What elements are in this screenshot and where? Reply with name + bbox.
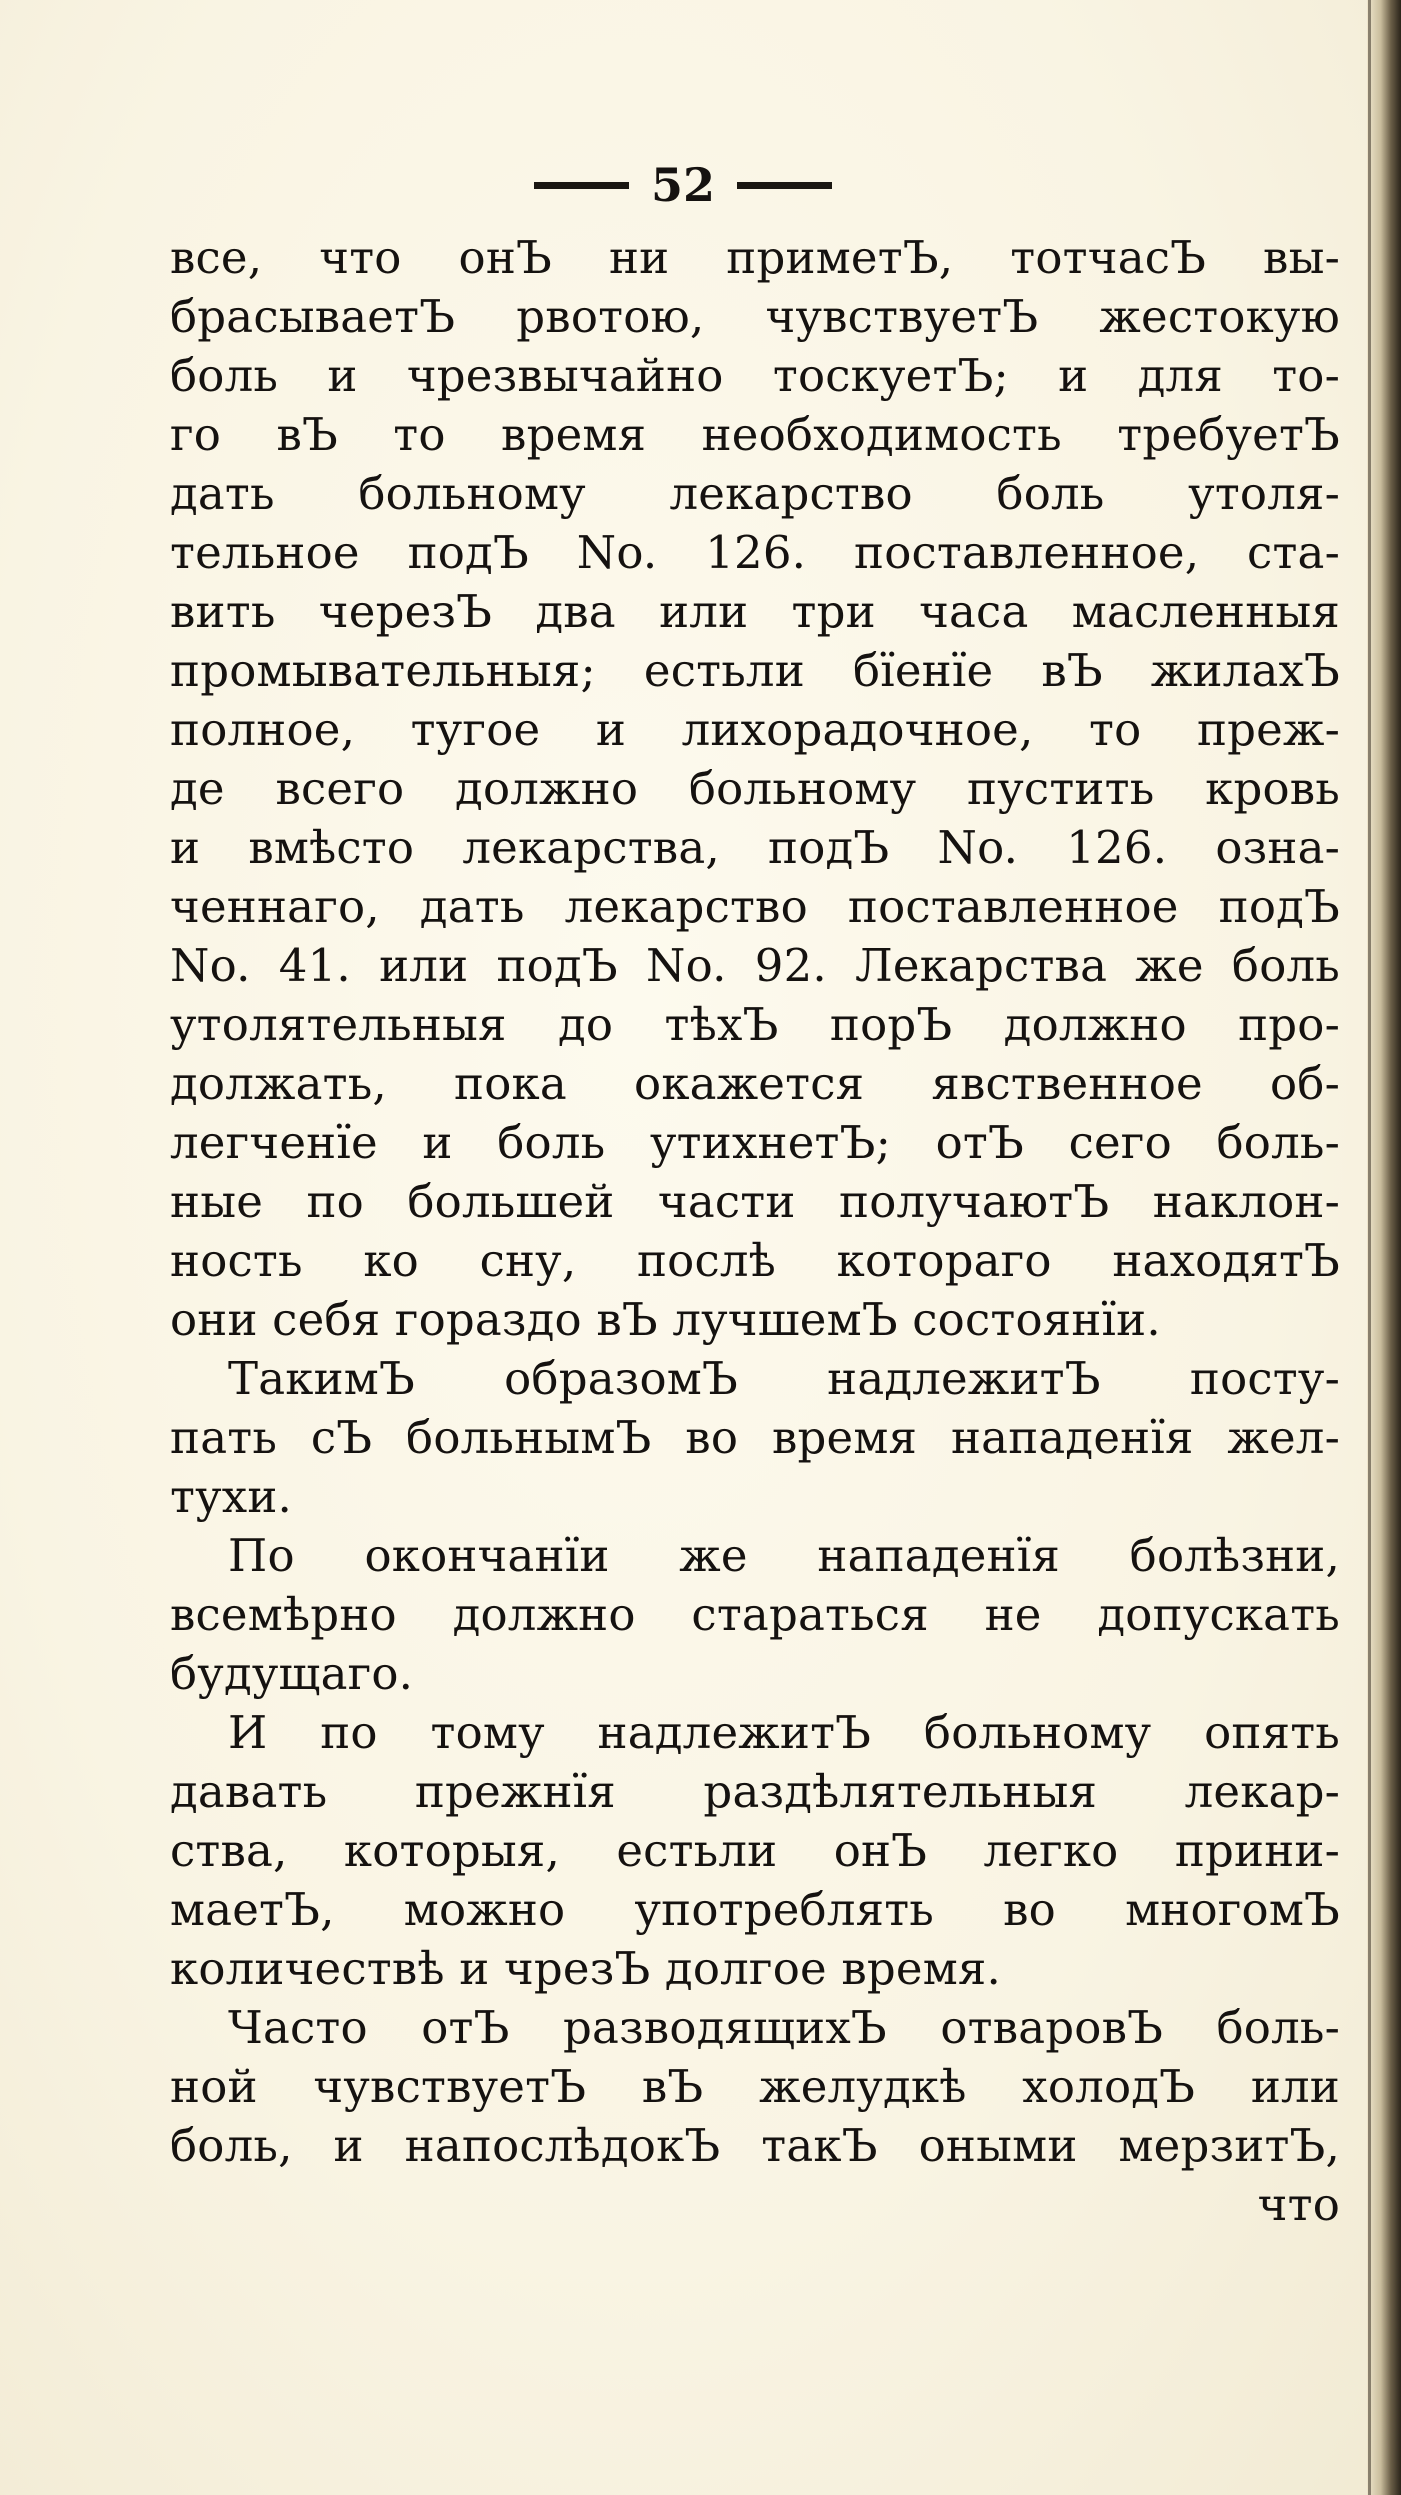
- catchword: что: [1257, 2178, 1340, 2231]
- text-line: полное, тугое и лихорадочное, то преж-: [170, 703, 1340, 756]
- text-line: дать больному лекарство боль утоля-: [170, 467, 1340, 520]
- text-line: все, что онЪ ни приметЪ, тотчасЪ вы-: [170, 231, 1340, 284]
- text-line: ной чувствуетЪ вЪ желудкѣ холодЪ или: [170, 2060, 1340, 2113]
- text-line: No. 41. или подЪ No. 92. Лекарства же боль: [170, 939, 1340, 992]
- text-line: они себя гораздо вЪ лучшемЪ состоянïи.: [170, 1293, 1161, 1346]
- text-line: будущаго.: [170, 1647, 414, 1700]
- text-line: тухи.: [170, 1470, 293, 1523]
- text-line: Часто отЪ разводящихЪ отваровЪ боль-: [228, 2001, 1340, 2054]
- text-line: количествѣ и чрезЪ долгое время.: [170, 1942, 1001, 1995]
- text-line: тельное подЪ No. 126. поставленное, ста-: [170, 526, 1340, 579]
- text-line: По окончанïи же нападенïя болѣзни,: [228, 1529, 1340, 1582]
- text-line: де всего должно больному пустить кровь: [170, 762, 1340, 815]
- header-rule-left: [534, 182, 629, 189]
- header-rule-right: [737, 182, 832, 189]
- text-line: ТакимЪ образомЪ надлежитЪ посту-: [228, 1352, 1340, 1405]
- text-line: го вЪ то время необходимость требуетЪ: [170, 408, 1340, 461]
- text-line: ства, которыя, естьли онЪ легко прини-: [170, 1824, 1340, 1877]
- text-line: ные по большей части получаютЪ наклон-: [170, 1175, 1340, 1228]
- page-header: [0, 150, 1366, 220]
- text-line: промывательныя; естьли бïенïе вЪ жилахЪ: [170, 644, 1340, 697]
- text-line: давать прежнïя раздѣлятельныя лекар-: [170, 1765, 1340, 1818]
- body-text: [170, 228, 1340, 2234]
- text-line: боль и чрезвычайно тоскуетЪ; и для то-: [170, 349, 1340, 402]
- page-edge-shadow: [1367, 0, 1401, 2495]
- text-line: боль, и напослѣдокЪ такЪ оными мерзитЪ,: [170, 2119, 1340, 2172]
- text-line: и вмѣсто лекарства, подЪ No. 126. озна-: [170, 821, 1340, 874]
- page-number: 52: [650, 158, 715, 212]
- binding-edge: [1368, 0, 1371, 2495]
- text-line: пать сЪ больнымЪ во время нападенïя жел-: [170, 1411, 1340, 1464]
- text-line: вить черезЪ два или три часа масленныя: [170, 585, 1340, 638]
- text-line: брасываетЪ рвотою, чувствуетЪ жестокую: [170, 290, 1340, 343]
- text-line: маетЪ, можно употреблять во многомЪ: [170, 1883, 1340, 1936]
- text-line: утолятельныя до тѣхЪ порЪ должно про-: [170, 998, 1340, 1051]
- text-line: И по тому надлежитЪ больному опять: [228, 1706, 1340, 1759]
- text-line: легченïе и боль утихнетЪ; отЪ сего боль-: [170, 1116, 1340, 1169]
- text-line: всемѣрно должно стараться не допускать: [170, 1588, 1340, 1641]
- text-line: ность ко сну, послѣ котораго находятЪ: [170, 1234, 1340, 1287]
- text-line: ченнаго, дать лекарство поставленное подЪ: [170, 880, 1340, 933]
- text-line: должать, пока окажется явственное об-: [170, 1057, 1340, 1110]
